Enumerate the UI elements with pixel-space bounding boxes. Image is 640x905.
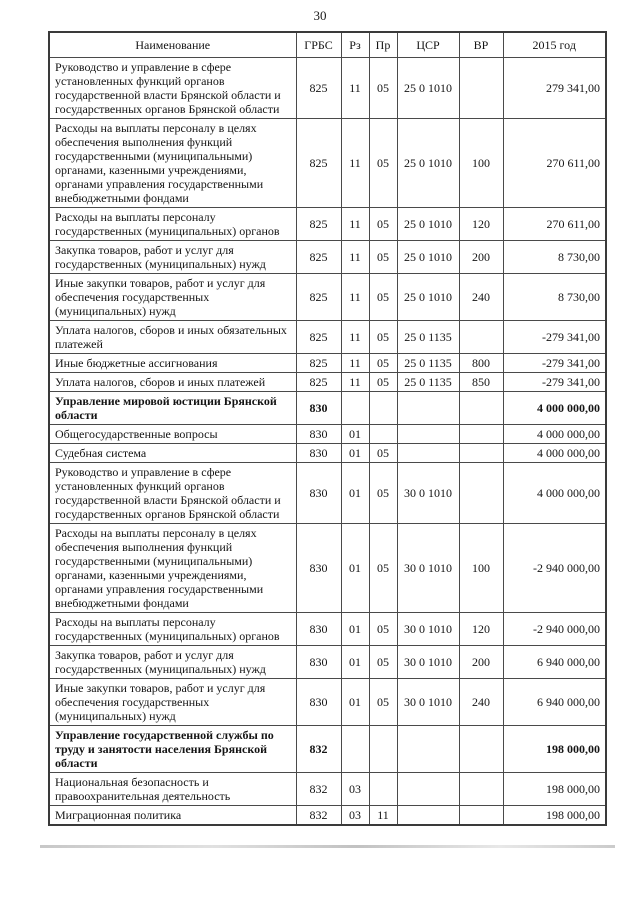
page-number: 30 [313,8,327,23]
table-row [49,646,606,679]
cell-vr: 100 [459,119,503,208]
cell-rz: 01 [341,613,369,646]
cell-name: Управление государственной службы по труду и занятости населения Брянской области [49,726,296,773]
cell-amount: 8 730,00 [503,241,606,274]
cell-pr [369,392,397,425]
cell-name: Управление мировой юстиции Брянской области [49,392,296,425]
table-body [49,58,606,826]
cell-grbs: 832 [296,773,341,806]
cell-grbs: 825 [296,208,341,241]
cell-name: Судебная система [49,444,296,463]
header-year-2015: 2015 год [503,32,606,58]
cell-pr [369,425,397,444]
cell-pr [369,726,397,773]
table-row [49,524,606,613]
cell-vr: 100 [459,524,503,613]
cell-rz [341,392,369,425]
cell-name: Миграционная политика [49,806,296,826]
cell-amount: -279 341,00 [503,373,606,392]
cell-vr: 850 [459,373,503,392]
cell-csr [397,726,459,773]
cell-vr [459,463,503,524]
cell-grbs: 825 [296,354,341,373]
cell-rz: 01 [341,444,369,463]
cell-rz: 01 [341,463,369,524]
cell-amount: 279 341,00 [503,58,606,119]
cell-amount: 8 730,00 [503,274,606,321]
cell-rz: 11 [341,274,369,321]
table-row [49,463,606,524]
cell-rz: 01 [341,646,369,679]
cell-vr: 200 [459,646,503,679]
cell-csr [397,806,459,826]
cell-csr: 30 0 1010 [397,646,459,679]
cell-csr: 25 0 1010 [397,241,459,274]
cell-name: Расходы на выплаты персоналу государственных (муниципальных) органов [49,208,296,241]
header-name: Наименование [49,32,296,58]
cell-rz: 11 [341,208,369,241]
cell-vr: 240 [459,274,503,321]
cell-rz: 03 [341,806,369,826]
cell-name: Национальная безопасность и правоохранительная деятельность [49,773,296,806]
cell-pr: 05 [369,679,397,726]
cell-pr: 05 [369,241,397,274]
budget-table [48,31,607,826]
cell-rz: 01 [341,524,369,613]
cell-name: Расходы на выплаты персоналу государственных (муниципальных) органов [49,613,296,646]
table-row [49,241,606,274]
cell-grbs: 830 [296,613,341,646]
cell-pr: 11 [369,806,397,826]
cell-grbs: 830 [296,646,341,679]
table-row [49,444,606,463]
header-vr: ВР [459,32,503,58]
cell-amount: 6 940 000,00 [503,679,606,726]
cell-csr: 30 0 1010 [397,613,459,646]
cell-vr [459,773,503,806]
cell-name: Уплата налогов, сборов и иных обязательных платежей [49,321,296,354]
table-row [49,773,606,806]
cell-grbs: 825 [296,58,341,119]
cell-grbs: 832 [296,726,341,773]
cell-pr: 05 [369,463,397,524]
cell-grbs: 832 [296,806,341,826]
cell-grbs: 830 [296,679,341,726]
cell-rz: 11 [341,354,369,373]
table-row [49,208,606,241]
cell-pr: 05 [369,524,397,613]
cell-amount: 4 000 000,00 [503,463,606,524]
cell-rz: 11 [341,241,369,274]
cell-grbs: 830 [296,425,341,444]
cell-rz [341,726,369,773]
cell-name: Иные закупки товаров, работ и услуг для обеспечения государственных (муниципальных) нужд [49,274,296,321]
cell-amount: 198 000,00 [503,806,606,826]
cell-vr: 240 [459,679,503,726]
cell-pr: 05 [369,119,397,208]
cell-csr [397,773,459,806]
table-row [49,373,606,392]
cell-grbs: 830 [296,463,341,524]
cell-vr [459,425,503,444]
cell-csr: 25 0 1010 [397,208,459,241]
cell-pr: 05 [369,58,397,119]
cell-pr: 05 [369,613,397,646]
cell-vr [459,58,503,119]
cell-amount: 270 611,00 [503,208,606,241]
cell-amount: 270 611,00 [503,119,606,208]
table-row [49,321,606,354]
cell-rz: 11 [341,119,369,208]
cell-amount: 198 000,00 [503,726,606,773]
cell-csr: 25 0 1135 [397,373,459,392]
cell-vr: 200 [459,241,503,274]
cell-grbs: 825 [296,119,341,208]
cell-pr: 05 [369,646,397,679]
cell-csr: 25 0 1135 [397,354,459,373]
cell-vr [459,444,503,463]
cell-pr: 05 [369,354,397,373]
cell-amount: 6 940 000,00 [503,646,606,679]
cell-vr: 120 [459,613,503,646]
cell-rz: 03 [341,773,369,806]
cell-rz: 11 [341,321,369,354]
cell-csr: 25 0 1135 [397,321,459,354]
cell-grbs: 830 [296,392,341,425]
cell-amount: -279 341,00 [503,354,606,373]
table-row [49,613,606,646]
header-row [49,32,606,58]
cell-amount: -2 940 000,00 [503,613,606,646]
table-row [49,425,606,444]
cell-name: Руководство и управление в сфере установленных функций органов государственной власти Брянской области и государственных органов Брянской области [49,463,296,524]
cell-name: Руководство и управление в сфере установленных функций органов государственной власти Брянской области и государственных органов Брянской области [49,58,296,119]
cell-grbs: 830 [296,444,341,463]
cell-pr [369,773,397,806]
cell-pr: 05 [369,444,397,463]
cell-grbs: 825 [296,241,341,274]
cell-csr: 25 0 1010 [397,119,459,208]
cell-name: Закупка товаров, работ и услуг для государственных (муниципальных) нужд [49,241,296,274]
cell-vr [459,726,503,773]
header-pr: Пр [369,32,397,58]
cell-amount: 4 000 000,00 [503,444,606,463]
cell-amount: -2 940 000,00 [503,524,606,613]
header-grbs: ГРБС [296,32,341,58]
cell-csr: 25 0 1010 [397,274,459,321]
cell-amount: 4 000 000,00 [503,392,606,425]
cell-vr [459,392,503,425]
cell-grbs: 830 [296,524,341,613]
cell-csr: 30 0 1010 [397,524,459,613]
cell-name: Общегосударственные вопросы [49,425,296,444]
cell-grbs: 825 [296,373,341,392]
cell-rz: 01 [341,679,369,726]
cell-pr: 05 [369,274,397,321]
cell-name: Расходы на выплаты персоналу в целях обеспечения выполнения функций государственными (муниципальными) органами, казенными учреждениями, органами управления государственными внебюджетными фондами [49,524,296,613]
cell-name: Закупка товаров, работ и услуг для государственных (муниципальных) нужд [49,646,296,679]
cell-rz: 11 [341,373,369,392]
cell-rz: 01 [341,425,369,444]
scan-artifact [40,845,615,848]
cell-vr: 120 [459,208,503,241]
cell-pr: 05 [369,373,397,392]
cell-csr: 30 0 1010 [397,463,459,524]
cell-vr: 800 [459,354,503,373]
table-row [49,806,606,826]
header-rz: Рз [341,32,369,58]
cell-name: Иные закупки товаров, работ и услуг для обеспечения государственных (муниципальных) нужд [49,679,296,726]
cell-csr [397,392,459,425]
table-row [49,392,606,425]
cell-csr [397,425,459,444]
cell-grbs: 825 [296,321,341,354]
cell-amount: 4 000 000,00 [503,425,606,444]
cell-rz: 11 [341,58,369,119]
cell-pr: 05 [369,208,397,241]
table-row [49,679,606,726]
cell-name: Иные бюджетные ассигнования [49,354,296,373]
header-csr: ЦСР [397,32,459,58]
table-row [49,354,606,373]
cell-amount: -279 341,00 [503,321,606,354]
table-row [49,58,606,119]
table-row [49,274,606,321]
cell-csr: 25 0 1010 [397,58,459,119]
cell-pr: 05 [369,321,397,354]
cell-vr [459,321,503,354]
cell-name: Уплата налогов, сборов и иных платежей [49,373,296,392]
cell-vr [459,806,503,826]
table-header [49,32,606,58]
cell-csr [397,444,459,463]
table-row [49,119,606,208]
cell-amount: 198 000,00 [503,773,606,806]
table-row [49,726,606,773]
cell-name: Расходы на выплаты персоналу в целях обеспечения выполнения функций государственными (муниципальными) органами, казенными учреждениями, органами управления государственными внебюджетными фондами [49,119,296,208]
cell-grbs: 825 [296,274,341,321]
cell-csr: 30 0 1010 [397,679,459,726]
